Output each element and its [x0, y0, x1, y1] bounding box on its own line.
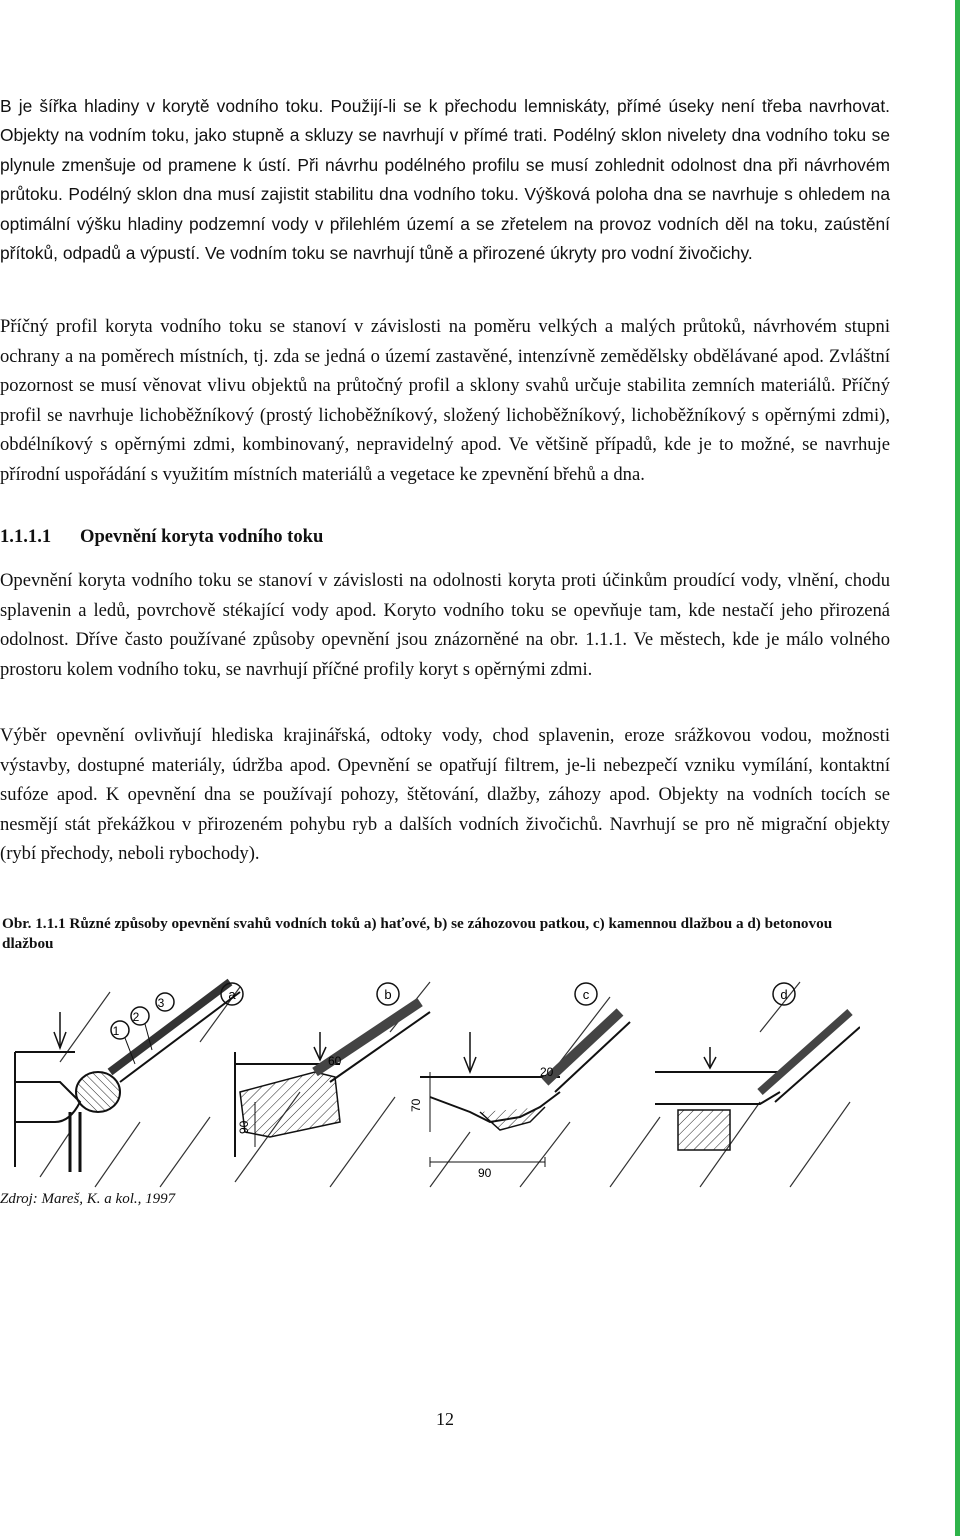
figure-source: Zdroj: Mareš, K. a kol., 1997: [0, 1191, 176, 1207]
cross-profile-paragraph: Příčný profil koryta vodního toku se stanoví v závislosti na poměru velkých a malých průtoků, návrhovém stupni ochrany a na poměrech místních, tj. zda se jedná o území zastavěné, intenzívně zemědělsky obdělávané apod. Zvláštní pozornost se musí věnovat vlivu objektů na průtočný profil a sklony svahů určuje stabilita zemních materiálů. Příčný profil se navrhuje lichoběžníkový (prostý lichoběžníkový, složený lichoběžníkový, lichoběžníkový s opěrnými zdmi), obdélníkový s opěrnými zdmi, kombinovaný, nepravidelný apod. Ve většině případů, kde je to možné, se navrhuje přírodní uspořádání s využitím místních materiálů a vegetace ke zpevnění břehů a dna.: [0, 316, 890, 485]
reinforcement-paragraph: Opevnění koryta vodního toku se stanoví v závislosti na odolnosti koryta proti účinkům proudící vody, vlnění, chodu splavenin a ledů, povrchově stékající vody apod. Koryto vodního toku se opevňuje tam, kde nestačí jeho přirozená odolnost. Dříve často používané způsoby opevnění jsou znázorněné na obr. 1.1.1. Ve městech, kde je málo volného prostoru kolem vodního toku, se navrhují příčné profily koryt s opěrnými zdmi.: [0, 570, 890, 680]
panel-a-label: a: [228, 987, 236, 1002]
panel-a-fascine: [15, 982, 240, 1172]
figure-caption: Obr. 1.1.1 Různé způsoby opevnění svahů vodních toků a) haťové, b) se záhozovou patkou, c) kamennou dlažbou a d) betonovou dlažbou: [2, 915, 833, 952]
panel-c-label: c: [582, 987, 590, 1002]
bank-reinforcement-figure: [0, 972, 860, 1190]
section-title: Opevnění koryta vodního toku: [80, 526, 324, 547]
panel-b-label: b: [384, 987, 392, 1002]
section-number: 1.1.1.1: [0, 526, 52, 547]
ground-hatching: [40, 982, 850, 1187]
panel-c-stone-paving: [420, 1012, 630, 1167]
section-heading: [0, 526, 323, 548]
dimension-b-top: 60: [328, 1054, 342, 1068]
reinforcement-selection-paragraph: Výběr opevnění ovlivňují hlediska krajinářská, odtoky vody, chod splavenin, eroze srážkovou vodou, možnosti výstavby, dostupné materiály, údržba apod. Opevnění se opatřují filtrem, je-li nebezpečí vzniku vymílání, kontaktní sufóze apod. K opevnění dna se používají pohozy, štětování, dlažby, záhozy apod. Objekty na vodních tocích se nesmějí stát překážkou v přirozeném pohybu ryb a dalších vodních živočichů. Navrhují se pro ně migrační objekty (rybí přechody, neboli rybochody).: [0, 725, 890, 865]
dimension-c-height: 70: [409, 1098, 423, 1112]
callout-2: 2: [132, 1010, 140, 1024]
page-number: 12: [436, 1409, 454, 1429]
panel-d-concrete-paving: [655, 1012, 860, 1150]
panel-b-riprap-toe: [235, 1002, 430, 1157]
dimension-c-width: 90: [478, 1166, 492, 1180]
dimension-c-thickness: 20: [540, 1065, 554, 1079]
page-edge-accent-bar: [955, 0, 960, 1536]
intro-paragraph: B je šířka hladiny v korytě vodního toku. Použijí-li se k přechodu lemniskáty, přímé úseky není třeba navrhovat. Objekty na vodním toku, jako stupně a skluzy se navrhují v přímé trati. Podélný sklon nivelety dna vodního toku se plynule zmenšuje od pramene k ústí. Při návrhu podélného profilu se musí zohlednit odolnost dna při návrhovém průtoku. Podélný sklon dna musí zajistit stabilitu dna vodního toku. Výšková poloha dna se navrhuje s ohledem na optimální výšku hladiny podzemní vody v přilehlém území a se zřetelem na provoz vodních děl na toku, zaústění přítoků, odpadů a výpustí. Ve vodním toku se navrhují tůně a přirozené úkryty pro vodní živočichy.: [0, 96, 890, 264]
panel-d-label: d: [780, 987, 788, 1002]
callout-3: 3: [157, 996, 165, 1010]
callout-1: 1: [112, 1024, 120, 1038]
dimension-b-height: 90: [237, 1120, 251, 1134]
